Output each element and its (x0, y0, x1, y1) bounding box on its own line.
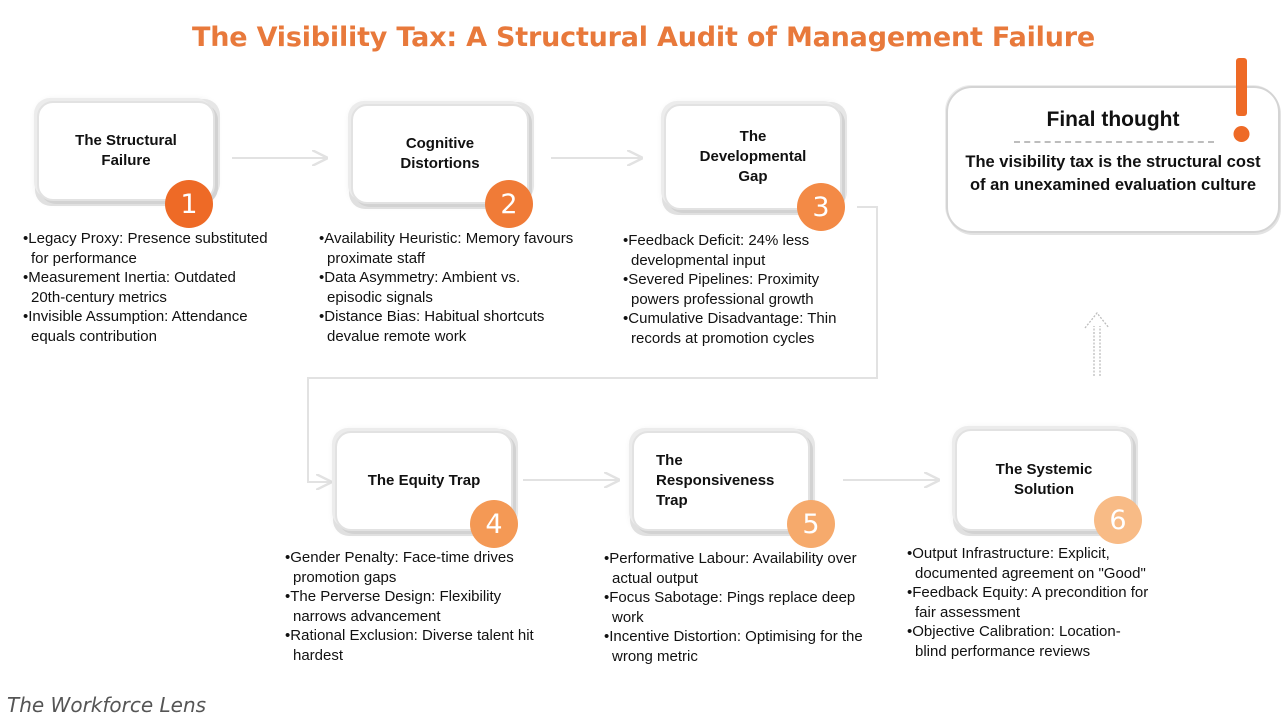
step-5-bullet: • Incentive Distortion: Optimising for the wrong metric (604, 627, 874, 666)
step-1-bullets (23, 229, 273, 347)
step-3-title: The Developmental Gap (699, 128, 807, 185)
step-5-box (632, 431, 810, 531)
step-6-title: The Systemic Solution (995, 461, 1093, 498)
step-2-bullets (319, 229, 579, 347)
step-5-bullet: • Focus Sabotage: Pings replace deep work (604, 588, 874, 627)
step-2-number: 2 (485, 180, 533, 228)
step-4-bullet: • Rational Exclusion: Diverse talent hit hardest (285, 626, 555, 665)
step-2-title: Cognitive Distortions (400, 135, 480, 172)
step-6-bullet: • Feedback Equity: A precondition for fair assessment (907, 583, 1152, 622)
step-6-bullet: • Objective Calibration: Location-blind performance reviews (907, 622, 1152, 661)
step-4-title: The Equity Trap (367, 472, 481, 489)
step-6-bullets (907, 544, 1152, 662)
step-2-bullet: • Data Asymmetry: Ambient vs. episodic signals (319, 268, 579, 307)
step-3-bullet: • Cumulative Disadvantage: Thin records at promotion cycles (623, 309, 863, 348)
step-4-bullet: • Gender Penalty: Face-time drives promotion gaps (285, 548, 555, 587)
exclamation-icon (1229, 56, 1255, 148)
step-5-number: 5 (787, 500, 835, 548)
footer-brand: The Workforce Lens (7, 693, 207, 717)
step-4-number: 4 (470, 500, 518, 548)
step-4-bullet: • The Perverse Design: Flexibility narrows advancement (285, 587, 555, 626)
arrow-6-final (1085, 313, 1109, 376)
step-3-number: 3 (797, 183, 845, 231)
final-thought-divider (1014, 141, 1214, 143)
step-1-bullet: • Measurement Inertia: Outdated 20th-century metrics (23, 268, 273, 307)
step-1-title: The Structural Failure (75, 132, 177, 169)
step-2-bullet: • Availability Heuristic: Memory favours proximate staff (319, 229, 579, 268)
step-1-number: 1 (165, 180, 213, 228)
step-3-bullet: • Feedback Deficit: 24% less developmental input (623, 231, 863, 270)
final-thought-heading: Final thought (1046, 108, 1180, 131)
step-5-bullets (604, 549, 874, 667)
step-2-bullet: • Distance Bias: Habitual shortcuts devalue remote work (319, 307, 579, 346)
step-1-bullet: • Legacy Proxy: Presence substituted for performance (23, 229, 273, 268)
step-6-number: 6 (1094, 496, 1142, 544)
step-5-title: The Responsiveness Trap (656, 452, 775, 509)
final-thought-text: The visibility tax is the structural cost of an unexamined evaluation culture (965, 153, 1261, 194)
diagram-title: The Visibility Tax: A Structural Audit of Management Failure (192, 22, 1095, 53)
step-4-bullets (285, 548, 555, 666)
step-3-bullets (623, 231, 863, 349)
step-3-bullet: • Severed Pipelines: Proximity powers professional growth (623, 270, 863, 309)
step-1-bullet: • Invisible Assumption: Attendance equals contribution (23, 307, 273, 346)
step-5-bullet: • Performative Labour: Availability over actual output (604, 549, 874, 588)
step-6-bullet: • Output Infrastructure: Explicit, documented agreement on "Good" (907, 544, 1152, 583)
